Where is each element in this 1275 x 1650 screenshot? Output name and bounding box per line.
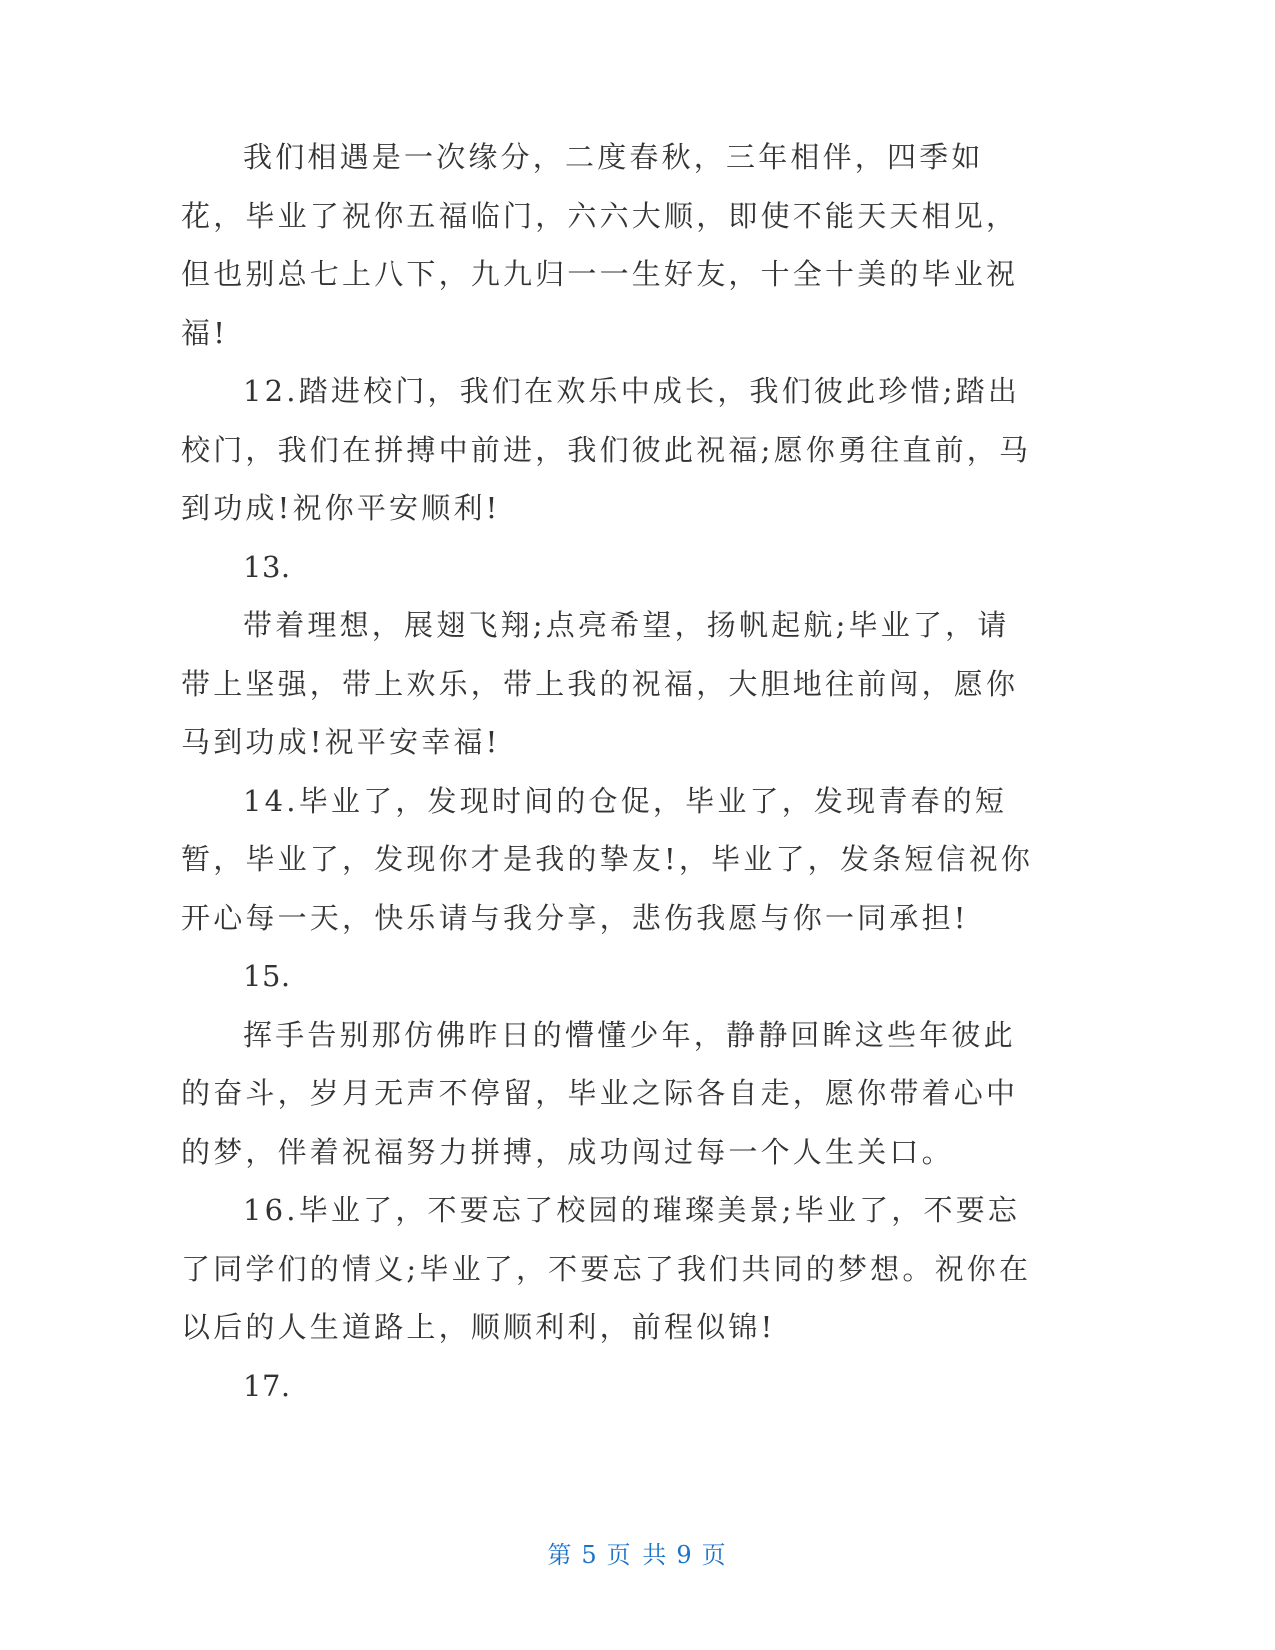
footer-current-page: 5 [581, 1541, 599, 1569]
footer-total-pages: 9 [676, 1541, 694, 1569]
footer-middle: 页 共 [606, 1541, 669, 1569]
paragraph-5: 14.毕业了，发现时间的仓促，毕业了，发现青春的短暂，毕业了，发现你才是我的挚友!，毕业了，发条短信祝你开心每一天，快乐请与我分享，悲伤我愿与你一同承担! [181, 783, 1034, 935]
paragraph-8: 16.毕业了，不要忘了校园的璀璨美景;毕业了，不要忘了同学们的情义;毕业了，不要忘了我们共同的梦想。祝你在以后的人生道路上，顺顺利利，前程似锦! [181, 1193, 1032, 1344]
footer-suffix: 页 [701, 1541, 728, 1569]
document-body [181, 128, 1041, 1415]
paragraph-7: 挥手告别那仿佛昨日的懵懂少年，静静回眸这些年彼此的奋斗，岁月无声不停留，毕业之际各自走，愿你带着心中的梦，伴着祝福努力拼搏，成功闯过每一个人生关口。 [181, 1017, 1019, 1169]
footer-prefix: 第 [547, 1541, 574, 1569]
paragraph-6: 15. [243, 959, 291, 993]
paragraph-1: 我们相遇是一次缘分，二度春秋，三年相伴，四季如花，毕业了祝你五福临门，六六大顺，即使不能天天相见，但也别总七上八下，九九归一一生好友，十全十美的毕业祝福! [181, 140, 1019, 350]
paragraph-4: 带着理想，展翅飞翔;点亮希望，扬帆起航;毕业了，请带上坚强，带上欢乐，带上我的祝福，大胆地往前闯，愿你马到功成!祝平安幸福! [181, 608, 1019, 759]
page-footer [0, 1535, 1275, 1570]
paragraph-9: 17. [243, 1368, 291, 1403]
paragraph-2: 12.踏进校门，我们在欢乐中成长，我们彼此珍惜;踏出校门，我们在拼搏中前进，我们彼此祝福;愿你勇往直前，马到功成!祝你平安顺利! [181, 374, 1032, 525]
paragraph-3: 13. [243, 549, 291, 584]
